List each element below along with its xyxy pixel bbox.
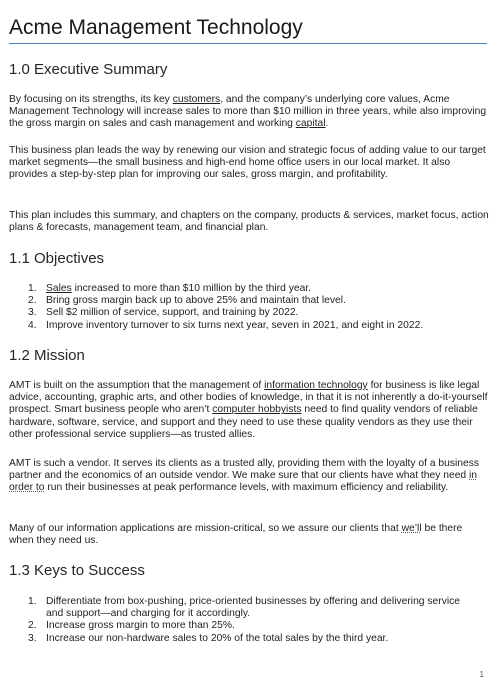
- link-capital[interactable]: capital: [295, 118, 326, 130]
- text-run: run their businesses at peak performance levels, with maximum efficiency and reliability.: [44, 482, 449, 494]
- text-run: be there when they need us.: [9, 523, 463, 547]
- keys-item-1: [9, 596, 479, 620]
- keys-to-success-heading: 1.3 Keys to Success: [9, 562, 145, 579]
- objectives-item-1: [9, 283, 479, 295]
- text-run: AMT is such a vendor. It serves its clients as a trusted ally, providing them with the loyalty of a business partner and the economics of an outside vendor. We make sure that our clients have what they need: [9, 458, 480, 482]
- list-number: 4.: [28, 319, 37, 331]
- list-text: Increase gross margin to more than 25%.: [46, 620, 235, 632]
- list-text: Improve inventory turnover to six turns next year, seven in 2021, and eight in 2022.: [46, 319, 424, 331]
- text-run: increased to more than $10 million by the third year.: [71, 283, 312, 294]
- executive-summary-paragraph-1: [9, 94, 489, 131]
- keys-item-3: [9, 633, 479, 645]
- list-text: Differentiate from box-pushing, price-oriented businesses by offering and delivering service and support—and charging for it accordingly.: [46, 596, 461, 620]
- text-run: AMT is built on the assumption that the management of: [9, 380, 265, 391]
- executive-summary-paragraph-2: This business plan leads the way by renewing our vision and strategic focus of adding value to our target market segments—the small business and high-end home office users in our local market. It also provides a step-by-step plan for improving our sales, gross margin, and profitability.: [9, 145, 486, 181]
- mission-heading: 1.2 Mission: [9, 347, 85, 364]
- objectives-item-2: [9, 295, 479, 307]
- text-run: for business is like legal advice, accounting, graphic arts, and other bodies of knowledge, in that it is not inherently a do-it-yourself prospect. Smart business people who aren’t: [9, 380, 488, 416]
- grammar-flag-well[interactable]: we’ll: [401, 523, 422, 534]
- text-run: need to find quality vendors of reliable hardware, software, service, and support and they need to use these quality vendors as they use their other professional service suppliers—as trusted allies.: [9, 404, 478, 440]
- document-title: Acme Management Technology: [9, 16, 303, 39]
- text-run: .: [325, 118, 329, 130]
- list-number: 2.: [28, 620, 37, 632]
- grammar-flag-in-order-to[interactable]: in order to: [9, 470, 478, 494]
- mission-paragraph-1: [9, 380, 489, 441]
- executive-summary-paragraph-3: This plan includes this summary, and chapters on the company, products & services, market focus, action plans & forecasts, management team, and financial plan.: [9, 210, 489, 234]
- executive-summary-heading: 1.0 Executive Summary: [9, 61, 168, 78]
- keys-to-success-list: [9, 596, 479, 645]
- keys-item-2: [9, 620, 479, 632]
- objectives-item-4: [9, 320, 479, 332]
- list-text: Bring gross margin back up to above 25% and maintain that level.: [46, 295, 346, 307]
- list-text: Increase our non-hardware sales to 20% of the total sales by the third year.: [46, 632, 389, 644]
- list-number: 1.: [28, 283, 37, 294]
- mission-paragraph-2: [9, 458, 489, 495]
- link-computer-hobbyists[interactable]: computer hobbyists: [212, 404, 302, 416]
- list-number: 3.: [28, 307, 37, 319]
- link-information-technology[interactable]: information technology: [264, 380, 368, 391]
- objectives-item-3: [9, 307, 479, 319]
- text-run: Many of our information applications are mission-critical, so we assure our clients that: [9, 523, 402, 534]
- objectives-list: [9, 283, 479, 332]
- list-text: Sell $2 million of service, support, and training by 2022.: [46, 307, 299, 319]
- text-run: By focusing on its strengths, its key: [9, 94, 173, 105]
- objectives-heading: 1.1 Objectives: [9, 250, 105, 267]
- title-divider: [9, 43, 487, 44]
- list-number: 3.: [28, 632, 37, 644]
- list-number: 2.: [28, 295, 37, 307]
- text-run: , and the company’s underlying core values, Acme Management Technology will increase sales to more than $10 million in three years, while also improving the gross margin on sales and cash management and working: [9, 94, 487, 130]
- list-number: 1.: [28, 596, 37, 607]
- mission-paragraph-3: [9, 523, 489, 547]
- link-sales[interactable]: Sales: [46, 283, 72, 294]
- link-customers[interactable]: customers: [172, 94, 221, 105]
- page-number: 1: [479, 670, 484, 679]
